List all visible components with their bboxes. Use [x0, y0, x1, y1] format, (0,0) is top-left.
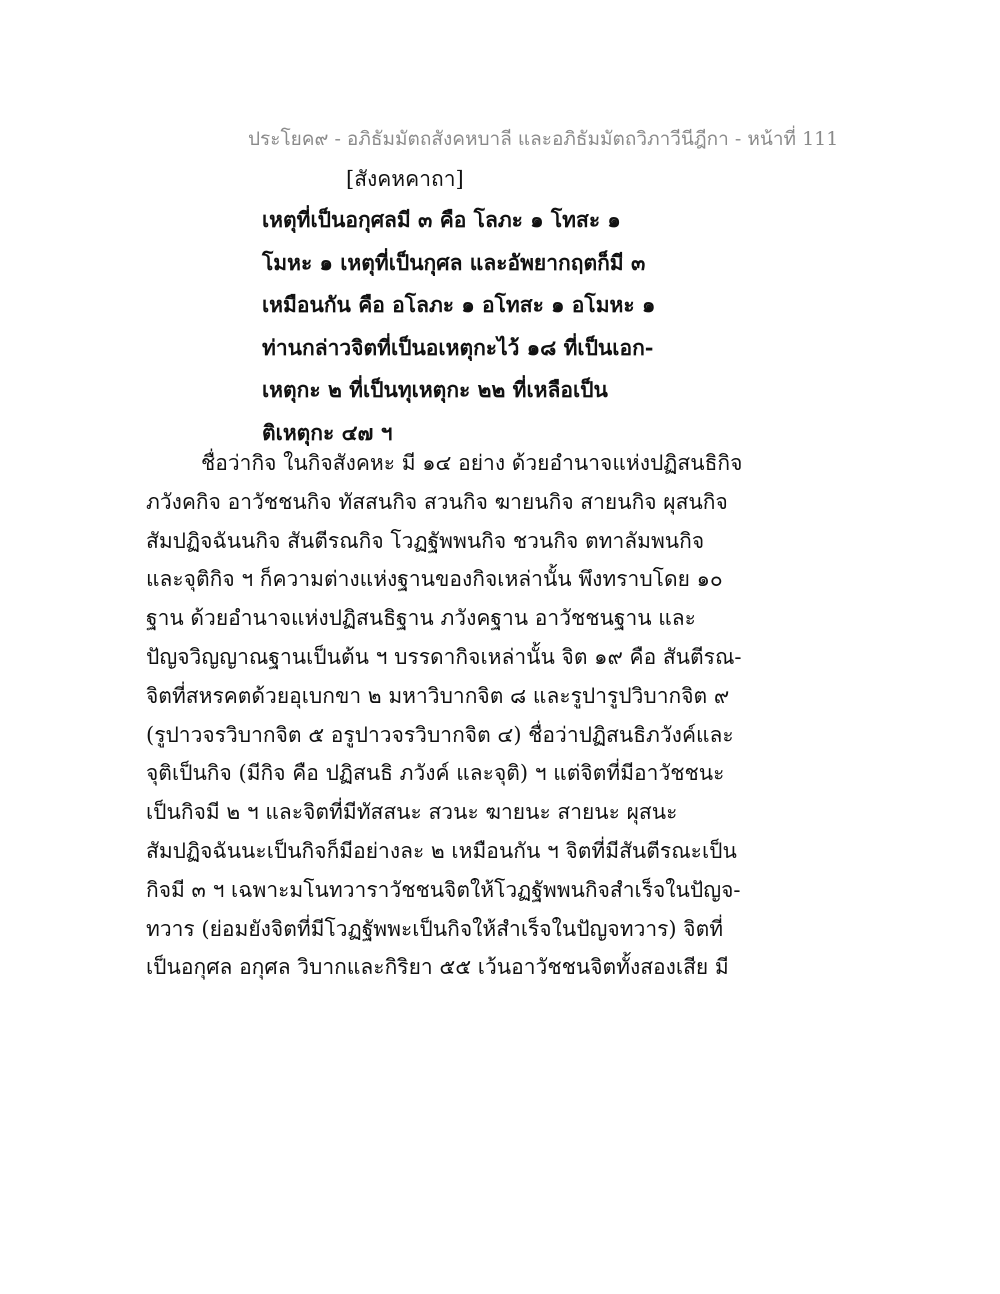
body-line: ชื่อว่ากิจ ในกิจสังคหะ มี ๑๔ อย่าง ด้วยอำนาจแห่งปฏิสนธิกิจ: [201, 451, 743, 475]
body-line: เป็นอกุศล อกุศล วิบากและกิริยา ๕๕ เว้นอาวัชชนจิตทั้งสองเสีย มี: [146, 955, 729, 980]
section-title: [สังคหคาถา]: [346, 167, 464, 191]
verse-line: เหตุที่เป็นอกุศลมี ๓ คือ โลภะ ๑ โทสะ ๑: [262, 207, 621, 232]
verse-line: ท่านกล่าวจิตที่เป็นอเหตุกะไว้ ๑๘ ที่เป็นเอก-: [262, 334, 654, 360]
body-line: สัมปฏิจฉันนะเป็นกิจก็มีอย่างละ ๒ เหมือนกัน ฯ จิตที่มีสันตีรณะเป็น: [146, 838, 737, 863]
verse-line: เหมือนกัน คือ อโลภะ ๑ อโทสะ ๑ อโมหะ ๑: [262, 292, 656, 317]
verse-block: [262, 199, 655, 454]
body-paragraph: [146, 444, 743, 987]
verse-line: โมหะ ๑ เหตุที่เป็นกุศล และอัพยากฤตก็มี ๓: [262, 249, 646, 275]
body-line: เป็นกิจมี ๒ ฯ และจิตที่มีทัสสนะ สวนะ ฆายนะ สายนะ ผุสนะ: [146, 800, 678, 825]
body-line: ปัญจวิญญาณฐานเป็นต้น ฯ บรรดากิจเหล่านั้น จิต ๑๙ คือ สันตีรณ-: [146, 644, 742, 669]
body-line: จิตที่สหรคตด้วยอุเบกขา ๒ มหาวิบากจิต ๘ และรูปารูปวิบากจิต ๙: [146, 683, 730, 708]
verse-line: ติเหตุกะ ๔๗ ฯ: [262, 419, 393, 445]
body-line: และจุติกิจ ฯ ก็ความต่างแห่งฐานของกิจเหล่านั้น พึงทราบโดย ๑๐: [146, 567, 723, 592]
body-line: ภวังคกิจ อาวัชชนกิจ ทัสสนกิจ สวนกิจ ฆายนกิจ สายนกิจ ผุสนกิจ: [146, 489, 728, 514]
page-header: ประโยค๙ - อภิธัมมัตถสังคหบาลี และอภิธัมมัตถวิภาวีนีฎีกา - หน้าที่ 111: [248, 128, 839, 150]
body-line: ฐาน ด้วยอำนาจแห่งปฏิสนธิฐาน ภวังคฐาน อาวัชชนฐาน และ: [146, 606, 696, 631]
body-line: (รูปาวจรวิบากจิต ๕ อรูปาวจรวิบากจิต ๔) ชื่อว่าปฏิสนธิภวังค์และ: [146, 722, 734, 747]
body-line: จุติเป็นกิจ (มีกิจ คือ ปฏิสนธิ ภวังค์ และจุติ) ฯ แต่จิตที่มีอาวัชชนะ: [146, 761, 725, 786]
verse-line: เหตุกะ ๒ ที่เป็นทุเหตุกะ ๒๒ ที่เหลือเป็น: [262, 377, 608, 402]
body-line: สัมปฏิจฉันนกิจ สันตีรณกิจ โวฏฐัพพนกิจ ชวนกิจ ตทาลัมพนกิจ: [146, 528, 705, 553]
body-line: กิจมี ๓ ฯ เฉพาะมโนทวาราวัชชนจิตให้โวฏฐัพพนกิจสำเร็จในปัญจ-: [146, 877, 741, 902]
body-line: ทวาร (ย่อมยังจิตที่มีโวฏฐัพพะเป็นกิจให้สำเร็จในปัญจทวาร) จิตที่: [146, 916, 724, 941]
